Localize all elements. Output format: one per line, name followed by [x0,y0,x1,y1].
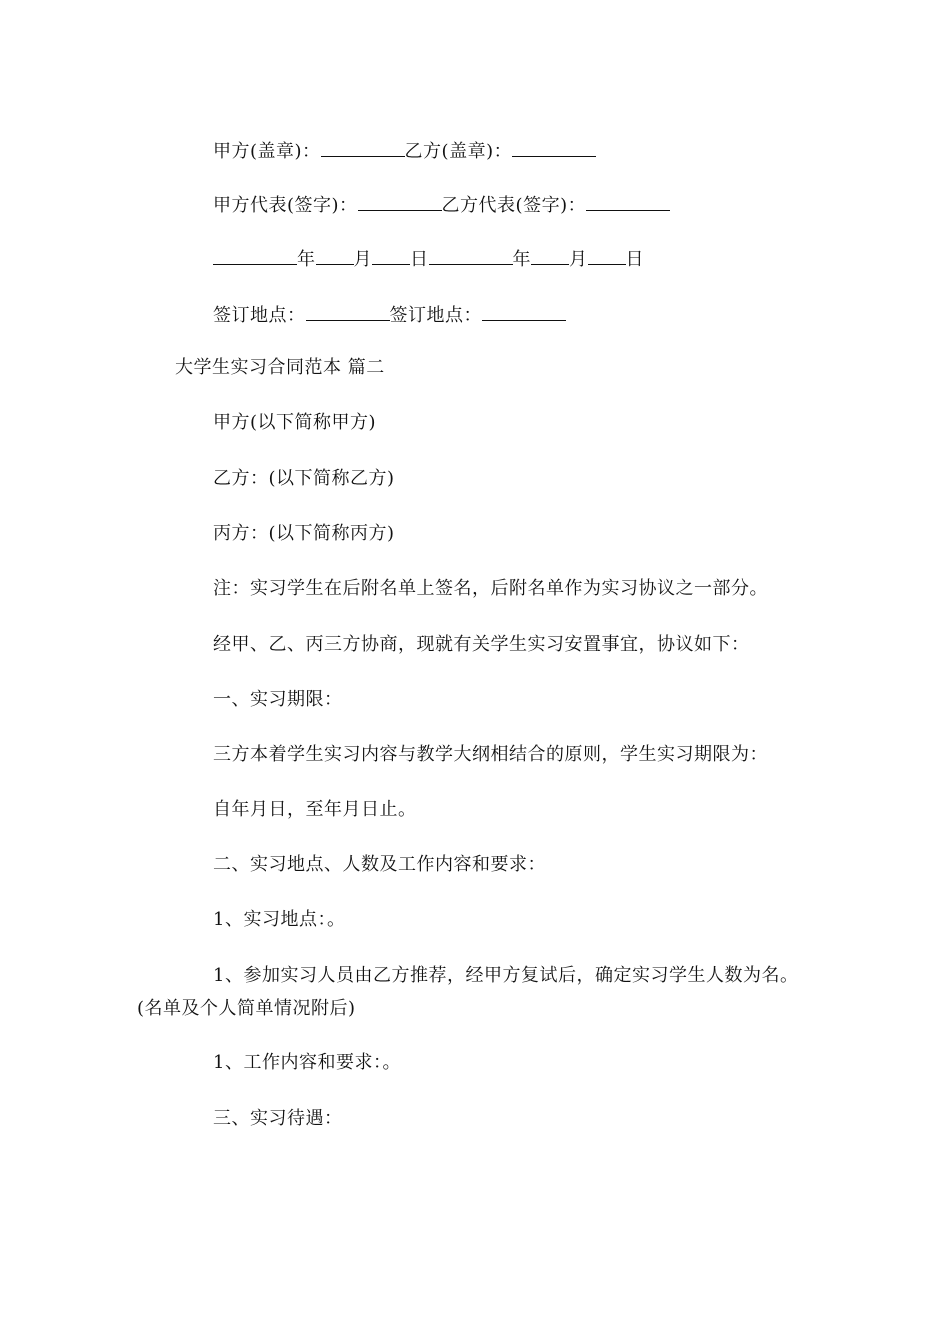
heading-location-and-duties: 二、实习地点、人数及工作内容和要求： [213,854,546,875]
paragraph-period-dates: 自年月日，至年月日止。 [213,799,417,820]
heading-internship-period: 一、实习期限： [213,689,343,710]
date-line [213,246,644,272]
paragraph-location: 1、实习地点：。 [213,909,346,930]
paragraph-recruitment-cont: (名单及个人简单情况附后) [137,998,356,1019]
year-blank-b [429,246,513,265]
party-b-rep-blank [586,192,670,211]
party-b-seal-label: 乙方(盖章)： [404,141,513,162]
signing-place-blank-a [306,302,390,321]
year-blank-a [213,246,297,265]
signing-place-line [213,302,566,328]
signing-place-label-b: 签订地点： [389,305,482,326]
day-label-a: 日 [410,249,429,270]
year-label-a: 年 [297,249,316,270]
day-blank-b [588,246,626,265]
paragraph-note: 注：实习学生在后附名单上签名，后附名单作为实习协议之一部分。 [213,578,768,599]
heading-internship-treatment: 三、实习待遇： [213,1108,343,1129]
representative-line [213,192,670,218]
paragraph-party-c: 丙方：(以下简称丙方) [213,523,395,544]
paragraph-party-a: 甲方(以下简称甲方) [213,412,377,433]
party-a-rep-blank [358,192,442,211]
party-b-seal-blank [512,138,596,157]
paragraph-work-content: 1、工作内容和要求：。 [213,1052,401,1073]
month-blank-b [531,246,569,265]
month-label-a: 月 [353,249,372,270]
paragraph-recruitment: 1、参加实习人员由乙方推荐，经甲方复试后，确定实习学生人数为名。 [213,965,799,986]
paragraph-party-b: 乙方：(以下简称乙方) [213,468,395,489]
section-title: 大学生实习合同范本 篇二 [175,357,385,378]
signing-place-label-a: 签订地点： [213,305,306,326]
paragraph-period-principle: 三方本着学生实习内容与教学大纲相结合的原则，学生实习期限为： [213,744,768,765]
seal-line [213,138,596,164]
signing-place-blank-b [482,302,566,321]
month-blank-a [316,246,354,265]
year-label-b: 年 [512,249,531,270]
party-a-seal-label: 甲方(盖章)： [213,141,321,162]
month-label-b: 月 [569,249,588,270]
party-a-rep-label: 甲方代表(签字)： [213,195,358,216]
day-label-b: 日 [625,249,644,270]
party-b-rep-label: 乙方代表(签字)： [441,195,587,216]
party-a-seal-blank [321,138,405,157]
paragraph-agreement-intro: 经甲、乙、丙三方协商，现就有关学生实习安置事宜，协议如下： [213,634,750,655]
day-blank-a [372,246,410,265]
